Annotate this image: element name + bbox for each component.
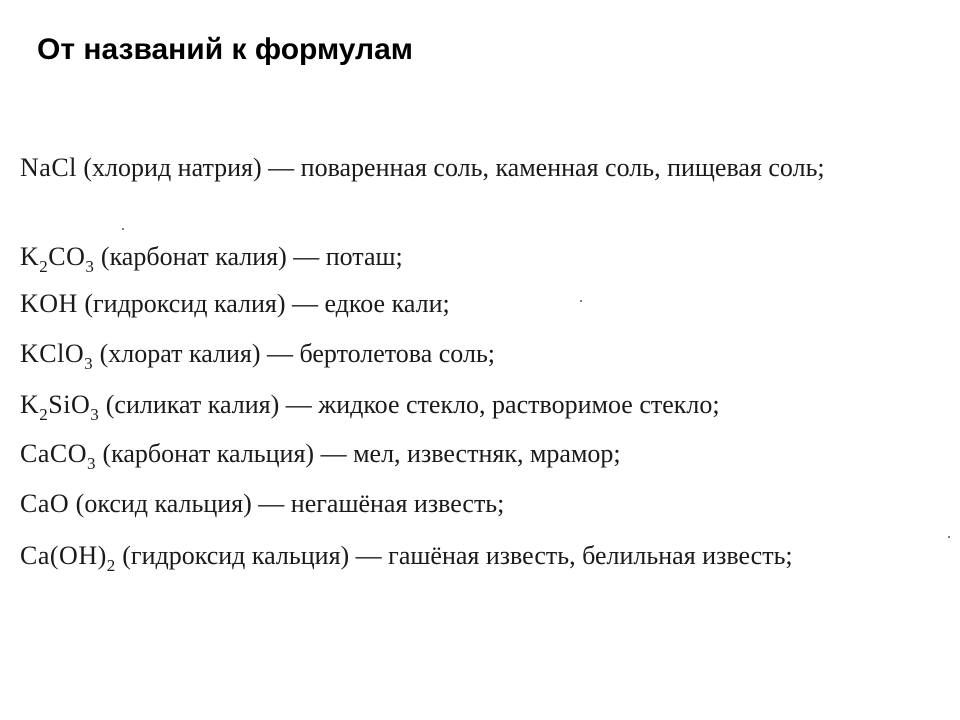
formula-subscript: 3 [85,257,95,276]
compound-description: (оксид кальция) — негашёная известь; [69,489,505,518]
compound-description: (гидроксид калия) — едкое кали; [77,289,450,318]
formula-text: K [20,390,40,419]
compound-entry-koh [20,288,450,320]
scan-speck [580,300,582,302]
compound-entry-caco3 [20,438,621,473]
formula-text: KOH [20,289,78,318]
compound-formula [20,153,77,182]
compound-formula [20,339,94,373]
formula-subscript: 2 [106,556,116,575]
compound-entry-k2co3 [20,241,403,276]
formula-text: CaO [20,489,70,518]
compound-description: (силикат калия) — жидкое стекло, растворимое стекло; [99,390,720,419]
formula-subscript: 2 [39,405,49,424]
formula-text: NaCl [20,153,77,182]
compound-entry-nacl [20,148,935,188]
compound-entry-k2sio3 [20,389,720,424]
compound-description: (хлорид натрия) — поваренная соль, каменная соль, пищевая соль; [76,153,825,182]
compound-description: (гидроксид кальция) — гашёная известь, белильная известь; [115,541,793,570]
formula-text: CaCO [20,439,87,468]
formula-subscript: 3 [87,454,96,473]
compound-entry-cao [20,488,504,520]
formula-subscript: 2 [39,257,49,276]
slide-title: От названий к формулам [37,33,413,66]
compound-formula [20,489,69,518]
compound-entry-caoh2 [20,540,793,575]
compound-formula [20,390,100,424]
scan-speck [948,536,950,538]
compound-entry-kclo3 [20,338,496,373]
compound-formula [20,289,78,318]
formula-text: Ca(OH) [20,541,107,570]
formula-subscript: 3 [84,354,94,373]
formula-text: K [20,242,40,271]
compound-description: (хлорат калия) — бертолетова соль; [93,339,496,368]
formula-subscript: 3 [90,405,100,424]
compound-description: (карбонат кальция) — мел, известняк, мрамор; [96,439,621,468]
compound-formula [20,439,96,473]
compound-formula [20,242,95,276]
formula-text: SiO [48,390,91,419]
compound-formula [20,541,116,575]
compound-description: (карбонат калия) — поташ; [94,242,403,271]
formula-text: CO [48,242,86,271]
formula-text: KClO [20,339,85,368]
scan-speck [122,228,124,230]
